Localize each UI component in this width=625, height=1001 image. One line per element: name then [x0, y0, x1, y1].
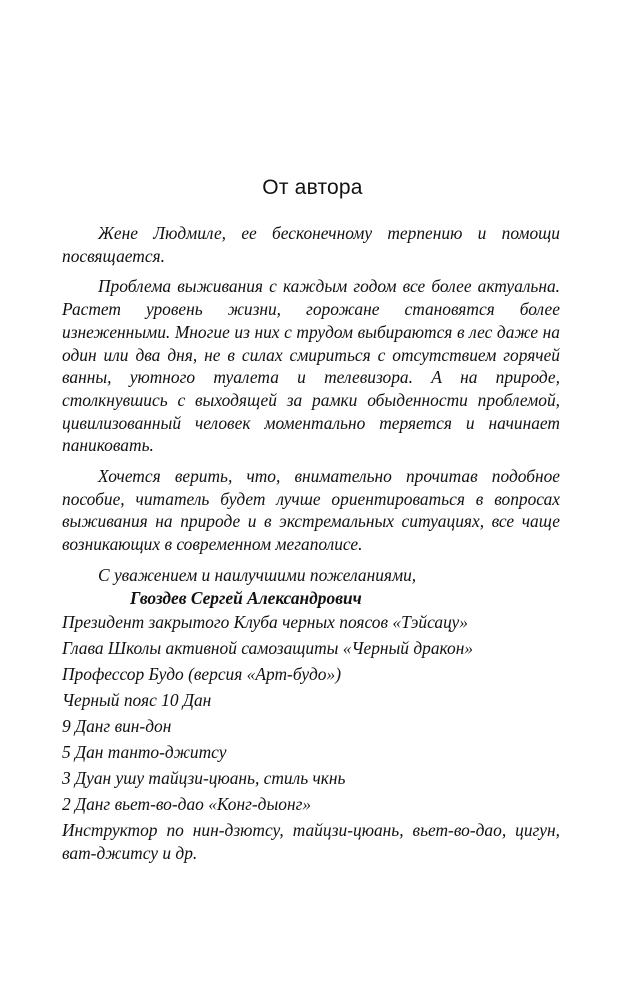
credential-item: Черный пояс 10 Дан	[62, 690, 212, 711]
body-paragraph-1: Проблема выживания с каждым годом все более актуальна. Растет уровень жизни, горожане становятся более изнеженными. Многие из них с трудом выбираются в лес даже на один или два дня, не в силах смириться с отсутствием горячей ванны, уютного туалета и телевизора. А на природе, столкнувшись с выходящей за рамки обыденности проблемой, цивилизованный человек моментально теряется и начинает паниковать.	[62, 276, 560, 456]
credential-item: 2 Данг вьет-во-дао «Конг-дыонг»	[62, 794, 312, 815]
credential-item: 9 Данг вин-дон	[62, 716, 172, 737]
credential-item: 3 Дуан ушу тайцзи-цюань, стиль чкнь	[62, 768, 346, 789]
credential-item: Инструктор по нин-дзютсу, тайцзи-цюань, вьет-во-дао, цигун, ват-джитсу и др.	[62, 820, 560, 863]
page-title: От автора	[262, 176, 363, 199]
page-body	[62, 222, 560, 865]
body-paragraph-2: Хочется верить, что, внимательно прочитав подобное пособие, читатель будет лучше ориентироваться в вопросах выживания на природе и в экстремальных ситуациях, все чаще возникающих в современном мегаполисе.	[62, 466, 560, 555]
credential-item: Президент закрытого Клуба черных поясов «Тэйсацу»	[62, 612, 468, 633]
signature-lead: С уважением и наилучшими пожеланиями,	[98, 564, 417, 585]
author-name: Гвоздев Сергей Александрович	[130, 587, 362, 608]
credentials-list	[62, 609, 560, 864]
credential-item: 5 Дан танто-джитсу	[62, 742, 227, 763]
credential-item: Профессор Будо (версия «Арт-будо»)	[62, 664, 341, 685]
credential-item: Глава Школы активной самозащиты «Черный дракон»	[62, 638, 474, 659]
dedication-paragraph: Жене Людмиле, ее бесконечному терпению и помощи посвящается.	[62, 223, 560, 266]
